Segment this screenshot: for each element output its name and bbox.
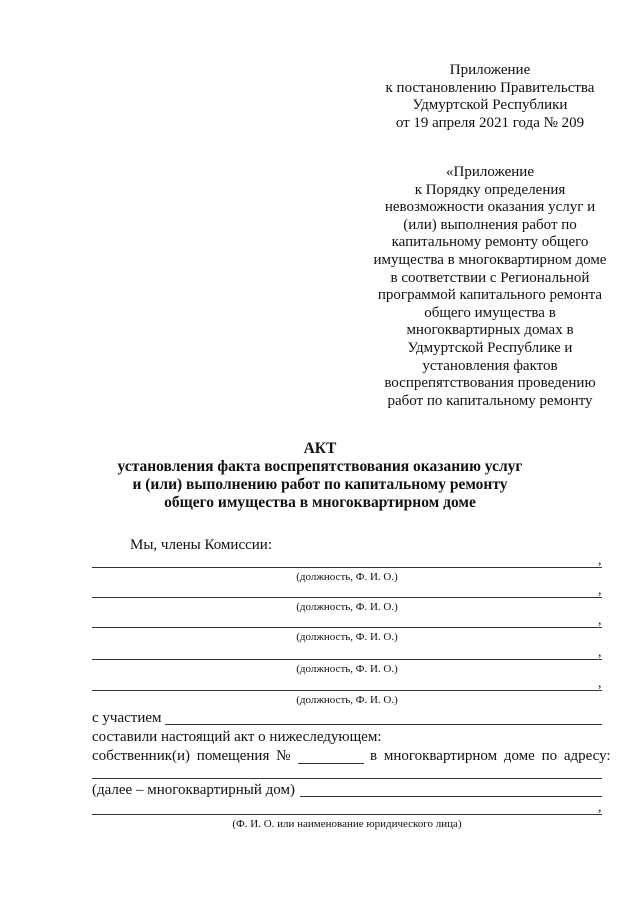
attachment-header-line: от 19 апреля 2021 года № 209 [395,114,585,131]
member-field[interactable] [92,659,602,660]
attachment-sub-line: к Порядку определения [414,181,566,198]
owner-label: собственник(и) помещения № [92,748,291,764]
attachment-sub-line: (или) выполнения работ по [403,216,577,233]
attachment-sub-line: невозможности оказания услуг и [384,199,596,216]
member-caption: (должность, Ф. И. О.) [296,694,398,706]
attachment-header-line: Удмуртской Республики [412,97,568,113]
attachment-header [370,62,610,132]
comma: , [598,613,602,628]
attachment-header-line: к постановлению Правительства [385,79,595,96]
member-caption: (должность, Ф. И. О.) [296,631,398,643]
participation-field[interactable] [165,724,602,725]
attachment-sub-line: «Приложение [445,164,534,180]
attachment-sub-line: общего имущества в [424,304,556,321]
title-line: установления факта воспрепятствования оказанию услуг [117,458,523,475]
member-field[interactable] [92,597,602,598]
attachment-sub-line: имущества в многоквартирном доме [373,251,607,268]
attachment-sub-line: воспрепятствования проведению [384,375,596,392]
address-field[interactable] [92,778,602,779]
document-title [60,440,580,512]
member-caption: (должность, Ф. И. О.) [296,601,398,613]
participation-label: с участием [92,710,162,726]
comma: , [598,553,602,568]
address-label: в многоквартирном доме по адресу: [370,748,611,764]
owner-caption: (Ф. И. О. или наименование юридического лица) [232,818,462,830]
member-caption: (должность, Ф. И. О.) [296,663,398,675]
attachment-sub-line: работ по капитальному ремонту [387,392,593,409]
comma: , [598,800,602,815]
attachment-sub-line: Удмуртской Республике и [407,339,573,356]
title-line: АКТ [303,440,337,457]
attachment-sub-line: многоквартирных домах в [406,322,574,339]
attachment-sub-line: программой капитального ремонта [377,287,603,304]
member-caption: (должность, Ф. И. О.) [296,571,398,583]
comma: , [598,583,602,598]
attachment-sub-line: капитальному ремонту общего [391,234,589,251]
member-field[interactable] [92,690,602,691]
apartment-number-field[interactable] [298,763,364,764]
member-field[interactable] [92,567,602,568]
attachment-sub-line: установления фактов [422,357,558,374]
member-field[interactable] [92,627,602,628]
comma: , [598,676,602,691]
commission-intro: Мы, члены Комиссии: [130,537,272,553]
attachment-sub-line: в соответствии с Региональной [390,269,590,286]
attachment-sub [360,164,620,410]
comma: , [598,645,602,660]
composed-label: составили настоящий акт о нижеследующем: [92,729,382,745]
title-line: общего имущества в многоквартирном доме [164,494,476,511]
title-line: и (или) выполнению работ по капитальному ремонту [132,476,508,493]
attachment-header-line: Приложение [449,62,531,78]
further-field[interactable] [300,796,602,797]
further-label: (далее – многоквартирный дом) [92,782,295,798]
owner-name-field[interactable] [92,814,602,815]
